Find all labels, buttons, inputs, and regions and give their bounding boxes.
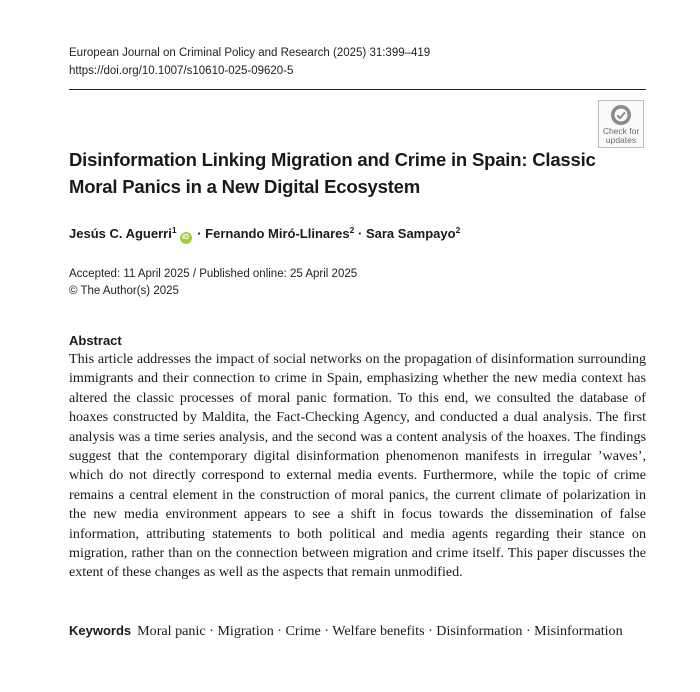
- journal-citation: European Journal on Criminal Policy and Research (2025) 31:399–419: [69, 47, 431, 59]
- author-name[interactable]: Jesús C. Aguerri: [69, 226, 172, 241]
- check-for-label: Check for: [602, 126, 640, 136]
- author-separator: ·: [197, 226, 202, 241]
- author-affiliation: 1: [171, 225, 177, 235]
- author-separator: ·: [358, 226, 363, 241]
- keywords-list: Moral panic · Migration · Crime · Welfare benefits · Disinformation · Misinformation: [137, 623, 623, 639]
- check-for-updates-icon: [610, 104, 632, 126]
- copyright-notice: © The Author(s) 2025: [69, 285, 179, 297]
- journal-header: [69, 44, 430, 80]
- abstract-heading: Abstract: [69, 333, 122, 348]
- keywords-section: [69, 621, 629, 641]
- orcid-icon[interactable]: iD: [180, 232, 192, 244]
- author-affiliation: 2: [455, 225, 461, 235]
- author-name[interactable]: Fernando Miró-Llinares: [205, 226, 350, 241]
- publication-info: [69, 266, 357, 300]
- doi-link[interactable]: https://doi.org/10.1007/s10610-025-09620-5: [69, 65, 294, 77]
- publication-dates: Accepted: 11 April 2025 / Published online: 25 April 2025: [69, 268, 358, 280]
- author-name[interactable]: Sara Sampayo: [365, 226, 456, 241]
- updates-label: updates: [605, 135, 637, 145]
- article-title: Disinformation Linking Migration and Crime in Spain: Classic Moral Panics in a New Digital Ecosystem: [69, 149, 596, 197]
- keywords-label: Keywords: [69, 623, 132, 638]
- abstract-text: This article addresses the impact of social networks on the propagation of disinformation surrounding immigrants and their connection to crime in Spain, emphasizing whether the new media context has altered the classic processes of moral panic formation. To this end, we consulted the database of hoaxes constructed by Maldita, the Fact-Checking Agency, and conducted a dual analysis. The first analysis was a time series analysis, and the second was a content analysis of the hoaxes. The findings suggest that the contemporary digital disinformation phenomenon manifests in irregular ’waves’, which do not directly correspond to external media events. Furthermore, while the topic of crime remains a central element in the construction of moral panics, the current climate of polarization in the new media environment appears to see a shift in focus towards the dissemination of false information, attributing statements to both political and media agents regarding their stance on migration, rather than on the connection between migration and crime itself. This paper discusses the extent of these changes as well as the aspects that remain unmodified.: [69, 351, 646, 581]
- author-list: [69, 220, 460, 244]
- author-affiliation: 2: [349, 225, 355, 235]
- header-divider: [69, 89, 646, 90]
- check-for-updates-badge[interactable]: [598, 100, 644, 148]
